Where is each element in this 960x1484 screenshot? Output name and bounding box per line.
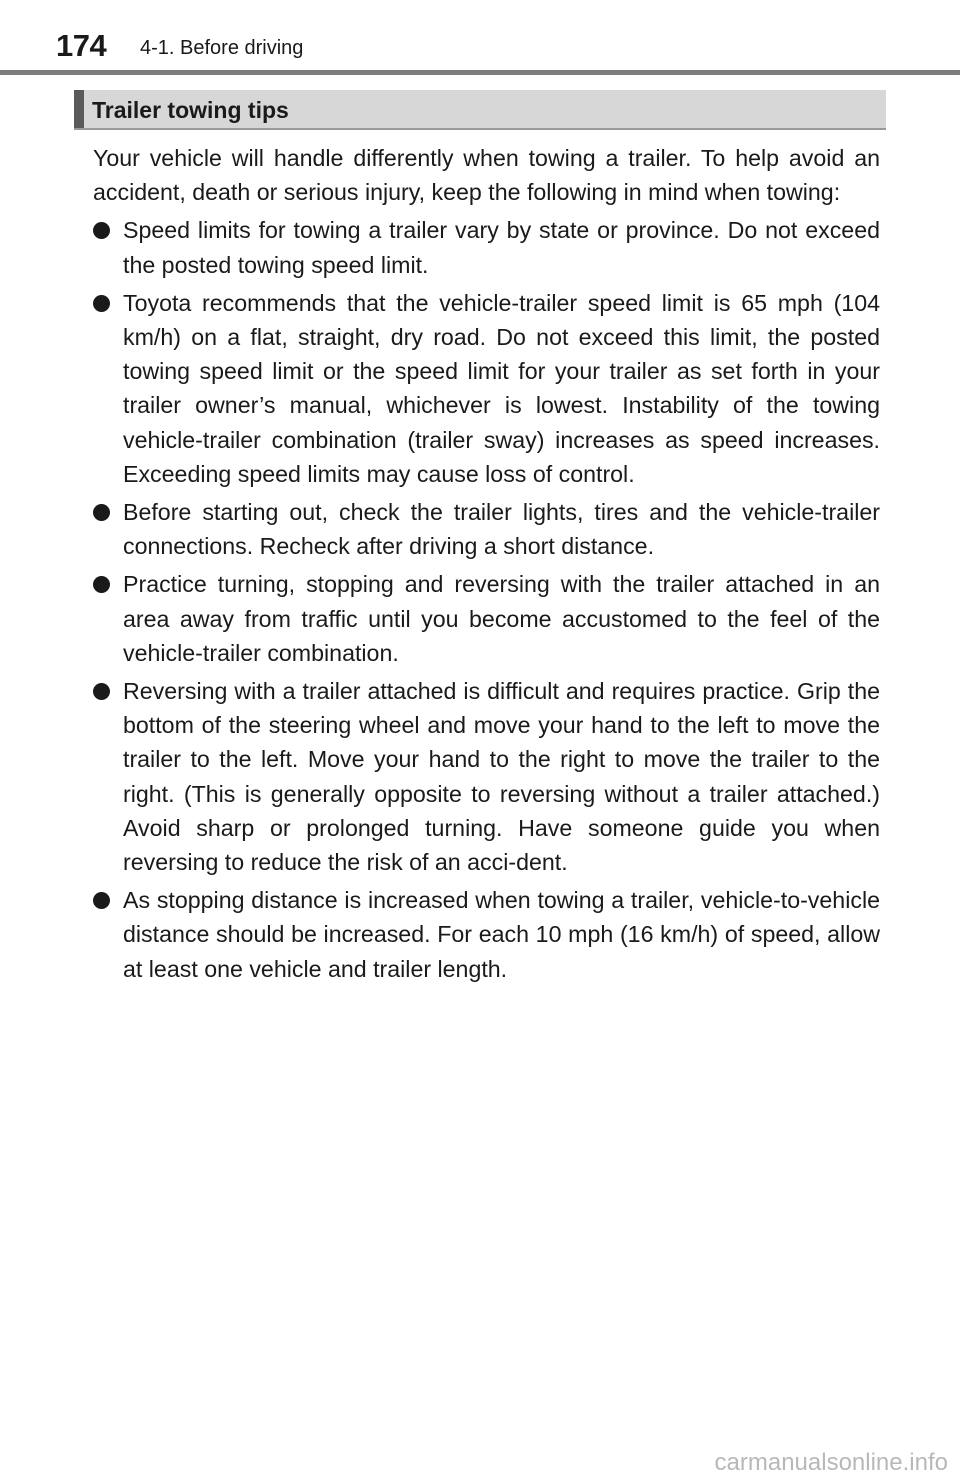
header-divider	[0, 70, 960, 75]
section-label: 4-1. Before driving	[140, 37, 304, 59]
section-title: Trailer towing tips	[92, 97, 289, 123]
intro-paragraph: Your vehicle will handle differently when towing a trailer. To help avoid an accident, death or serious injury, keep the following in mind when towing:	[93, 145, 880, 206]
bullet-icon	[93, 683, 110, 700]
watermark: carmanualsonline.info	[714, 1449, 948, 1476]
list-item-text: Practice turning, stopping and reversing with the trailer attached in an area away from traffic until you become accustomed to the feel of the vehicle-trailer combination.	[123, 571, 880, 666]
list-item	[93, 213, 880, 281]
list-item	[93, 286, 880, 491]
section-title-bar	[74, 90, 886, 130]
section-title-accent	[74, 90, 84, 128]
list-item	[93, 495, 880, 563]
bullet-icon	[93, 504, 110, 521]
bullet-icon	[93, 892, 110, 909]
list-item-text: Reversing with a trailer attached is difficult and requires practice. Grip the bottom of the steering wheel and move your hand to the left to move the trailer to the left. Move your hand to the right to move the trailer to the right. (This is generally opposite to reversing without a trailer attached.) Avoid sharp or prolonged turning. Have someone guide you when reversing to reduce the risk of an acci-dent.	[123, 678, 880, 876]
page-header	[0, 0, 960, 76]
list-item-text: As stopping distance is increased when towing a trailer, vehicle-to-vehicle distance should be increased. For each 10 mph (16 km/h) of speed, allow at least one vehicle and trailer length.	[123, 887, 880, 982]
tips-list	[93, 213, 880, 985]
bullet-icon	[93, 222, 110, 239]
list-item	[93, 674, 880, 879]
list-item-text: Toyota recommends that the vehicle-trailer speed limit is 65 mph (104 km/h) on a flat, straight, dry road. Do not exceed this limit, the posted towing speed limit or the speed limit for your trailer as set forth in your trailer owner’s manual, whichever is lowest. Instability of the towing vehicle-trailer combination (trailer sway) increases as speed increases. Exceeding speed limits may cause loss of control.	[123, 289, 880, 487]
list-item-text: Speed limits for towing a trailer vary by state or province. Do not exceed the posted towing speed limit.	[123, 217, 880, 278]
list-item	[93, 567, 880, 670]
page-number: 174	[56, 28, 107, 63]
bullet-icon	[93, 295, 110, 312]
section-content	[93, 141, 880, 990]
list-item	[93, 883, 880, 986]
bullet-icon	[93, 576, 110, 593]
list-item-text: Before starting out, check the trailer lights, tires and the vehicle-trailer connections. Recheck after driving a short distance.	[123, 499, 880, 560]
